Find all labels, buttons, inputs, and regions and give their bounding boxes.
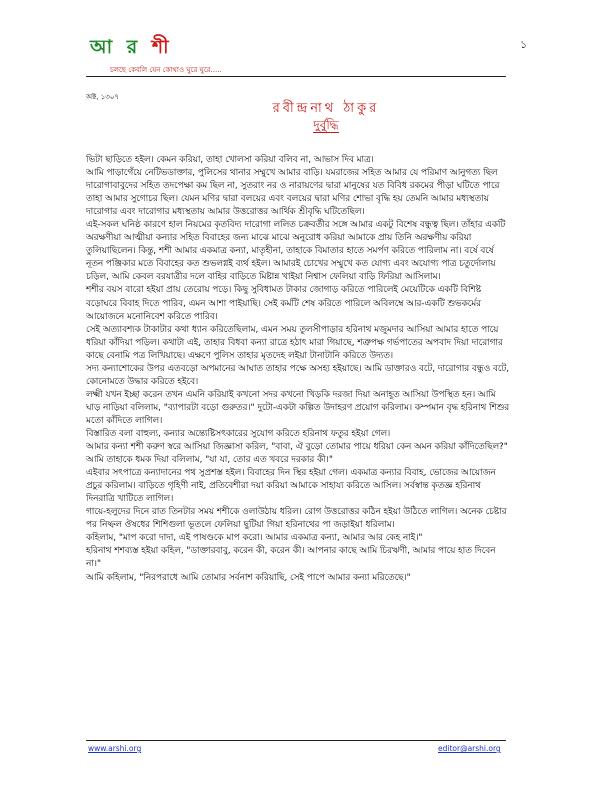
paragraph: এইবার সৎপাত্রে কন্যাদানের পথ সুপ্রশস্ত হইল। বিবাহের দিন স্থির হইয়া গেল। একমাত্র কন্যার বিবাহ, ভোজের আয়োজন প্রচুর করিলাম। বাড়িতে গৃহিণী নাই, প্রতিবেশীরা দয়া করিয়া আমাকে সাহায্য করিতে আসিল। সর্বস্বান্ত কৃতজ্ঞ হরিনাথ দিনরাত্রি খাটিতে লাগিল। xyxy=(86,468,496,505)
paragraph: হরিনাথ শশব্যস্ত হইয়া কহিল, "ডাক্তারবাবু, করেন কী, করেন কী। আপনার কাছে আমি চিরঋণী, আমার পায়ে হাত দিবেন না।" xyxy=(86,546,496,570)
footer-divider xyxy=(86,740,506,741)
paragraph: এই-সকল ঘনিষ্ঠ কারণে হাল নিয়মের কৃতবিদ্য দারোগা ললিত চক্রবর্তীর সঙ্গে আমার একটু বিশেষ বন্ধুত্ব ছিল। তাঁহার একটি অরক্ষণীয়া আত্মীয়া কন্যার সহিত বিবাহের জন্য মাঝে মাঝে অনুরোধ করিয়া আমাকে প্রায় তিনি অরক্ষণীয় করিয়া তুলিয়াছিলেন। কিন্তু, শশী আমার একমাত্র কন্যা, মাতৃহীনা, তাহাকে বিমাতার হাতে সমর্পণ করিতে পারিলাম না। বর্ষে বর্ষে নূতন পঞ্জিকার মতে বিবাহের কত শুভলগ্নই ব্যর্থ হইল। আমারই চোখের সম্মুখে কত যোগ্য এবং অযোগ্য পাত্র চতুর্দোলায় চড়িল, আমি কেবল বরযাত্রীর দলে বাহির বাড়িতে মিষ্টান্ন খাইয়া নিশ্বাস ফেলিয়া বাড়ি ফিরিয়া আসিলাম। xyxy=(86,220,506,283)
site-logo xyxy=(90,36,173,58)
logo-part1: আ র xyxy=(90,36,142,58)
article-title xyxy=(86,117,506,137)
issue-label: অক্ট, ১৩০৭ xyxy=(86,93,119,101)
paragraph: গায়ে-হলুদের দিনে রাত তিনটার সময় শশীকে ওলাউঠায় ধরিল। রোগ উত্তরোত্তর কঠিন হইয়া উঠিতে লাগিল। অনেক চেষ্টার পর নিষ্ফল ঔষধের শিশিগুলা ভূতলে ফেলিয়া ছুটিয়া গিয়া হরিনাথের পা জড়াইয়া ধরিলাম। xyxy=(86,507,507,531)
article-author: রবীন্দ্রনাথ ঠাকুর xyxy=(272,101,380,116)
paragraph: বিস্তারিত বলা বাহুল্য, কন্যার অন্ত্যেষ্টিসৎকারের সুযোগ করিতে হরিনাথ ফতুর হইয়া গেল। xyxy=(86,428,391,439)
paragraph: আমি পাড়াগেঁয়ে নেটিভডাক্তার, পুলিসের থানার সম্মুখে আমার বাড়ি। যমরাজের সহিত আমার যে পরিমাণ আনুগত্য ছিল দারোগাবাবুদের সহিত তদপেক্ষা কম ছিল না, সুতরাং নর ও নারায়ণের দ্বারা মানুষের যত বিবিধ রকমের পীড়া ঘটিতে পারে তাহা আমার সুগোচর ছিল। যেমন মণির দ্বারা বলয়ের এবং বলয়ের দ্বারা মণির শোভা বৃদ্ধি হয় তেমনি আমার মধ্যস্থতায় দারোগার এবং দারোগার মধ্যস্থতায় আমার উত্তরোত্তর আর্থিক শ্রীবৃদ্ধি ঘটিতেছিল। xyxy=(86,168,500,218)
paragraph: লক্ষ্মী যখন ইচ্ছা করেন তখন এমনি করিয়াই কখনো সদর কখনো খিড়কি দরজা দিয়া অনাহূত আসিয়া উপস্থিত হন। আমি ঘাড় নাড়িয়া বলিলাম, "ব্যাপারটা বড়ো গুরুতর।" দুটো-একটা কল্পিত উদাহরণ প্রয়োগ করিলাম। কম্পমান বৃদ্ধ হরিনাথ শিশুর মতো কাঁদিতে লাগিল। xyxy=(86,389,510,426)
email-link[interactable]: editor@arshi.org xyxy=(438,744,501,753)
website-link[interactable]: www.arshi.org xyxy=(88,744,142,753)
paragraph: সেই অত্যাবশ্যক টাকাটার কথা ধ্যান করিতেছিলাম, এমন সময় তুলসীপাড়ার হরিনাথ মজুমদার আসিয়া আমার হাতে পায়ে ধরিয়া কাঁদিয়া পড়িল। কথাটা এই, তাহার বিধবা কন্যা রাত্রে হঠাৎ মারা গিয়াছে, শত্রুপক্ষ গর্ভপাতের অপবাদ দিয়া দারোগার কাছে বেনামি পত্র লিখিয়াছে। এক্ষণে পুলিস তাহার মৃতদেহ লইয়া টানাটানি করিতে উদ্যত। xyxy=(86,324,503,361)
paragraph: শশীর বয়স বারো হইয়া প্রায় তেরোয় পড়ে। কিছু সুবিধামত টাকার জোগাড় করিতে পারিলেই মেয়েটিকে একটি বিশিষ্ট বড়োঘরে বিবাহ দিতে পারিব, এমন আশা পাইয়াছি। সেই কর্মটি শেষ করিতে পারিলে অবিলম্বে আর-একটি শুভকর্মের আয়োজনে মনোনিবেশ করিতে পারিব। xyxy=(86,285,482,322)
paragraph: আমার কন্যা শশী করুণ স্বরে আসিয়া জিজ্ঞাসা করিল, "বাবা, ঐ বুড়ো তোমার পায়ে ধরিয়া কেন অমন করিয়া কাঁদিতেছিল?" আমি তাহাকে ধমক দিয়া বলিলাম, "যা যা, তোর এত খবরে দরকার কী।" xyxy=(86,442,508,466)
article-body xyxy=(86,154,510,585)
paragraph: ভিটা ছাড়িতে হইল। কেমন করিয়া, তাহা খোলসা করিয়া বলিব না, আভাস দিব মাত্র। xyxy=(86,155,374,165)
paragraph: কহিলাম, "মাপ করো দাদা, এই পাষণ্ডকে মাপ করো। আমার একমাত্র কন্যা, আমার আর কেহ নাই।" xyxy=(86,533,423,544)
article-title-text: দুর্বুদ্ধি xyxy=(313,118,339,132)
paragraph: সদ্য কন্যাশোকের উপর এতবড়ো অপমানের আঘাত তাহার পক্ষে অসহ্য হইয়াছে। আমি ডাক্তারও বটে, দারোগার বন্ধুও বটে, কোনোমতে উদ্ধার করিতে হইবে। xyxy=(86,363,510,387)
paragraph: আমি কহিলাম, "নিরপরাধে আমি তোমার সর্বনাশ করিয়াছি, সেই পাপে আমার কন্যা মরিতেছে।" xyxy=(86,572,411,583)
site-tagline: চলছে কেবলি যেন কোথাও ঘুরে ঘুরে..... xyxy=(110,66,222,74)
page-number: ১ xyxy=(520,38,528,51)
header-divider xyxy=(86,76,506,77)
logo-part2: শী xyxy=(151,36,173,58)
